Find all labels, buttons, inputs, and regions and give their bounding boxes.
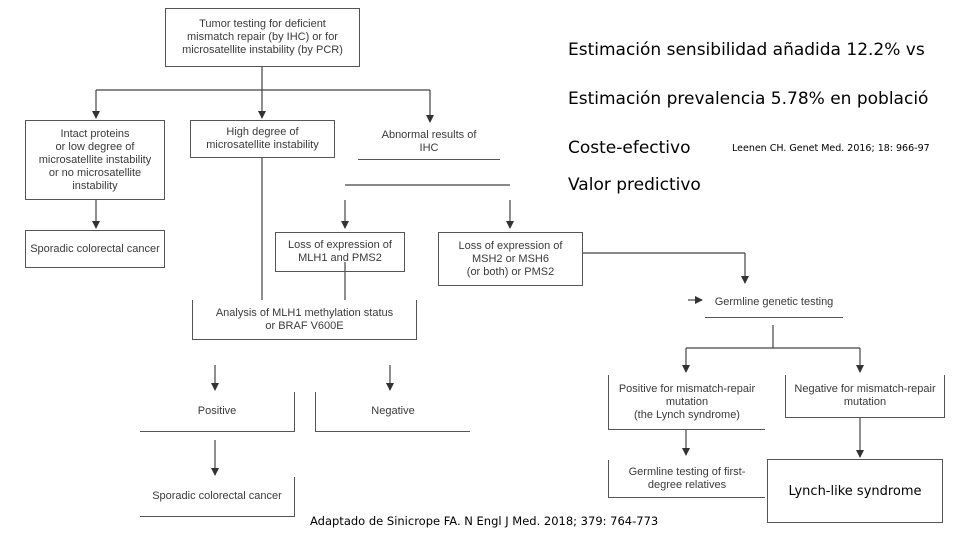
loss-msh-box [438, 232, 583, 286]
note-adaptado: Adaptado de Sinicrope FA. N Engl J Med. 2018; 379: 764-773 [310, 514, 659, 528]
abnormal-ihc-label: Abnormal results of IHC [381, 128, 477, 154]
sporadic-bottom-box [140, 477, 295, 517]
note-valor: Valor predictivo [568, 175, 701, 195]
sporadic-top-label: Sporadic colorectal cancer [30, 242, 160, 255]
intact-proteins-box [25, 120, 165, 200]
analysis-mlh1-label: Analysis of MLH1 methylation status or BRAF V600E [215, 306, 394, 332]
note-sensibilidad: Estimación sensibilidad añadida 12.2% vs [568, 40, 925, 60]
high-degree-label: High degree of microsatellite instability [206, 126, 319, 151]
tumor-testing-label: Tumor testing for deficient mismatch repair (by IHC) or for microsatellite instability (by PCR) [182, 18, 343, 56]
high-degree-box [190, 120, 335, 158]
germline-relatives-label: Germline testing of first- degree relatives [628, 465, 746, 491]
germline-genetic-box [705, 288, 843, 318]
loss-mlh1-label: Loss of expression of MLH1 and PMS2 [288, 239, 392, 264]
note-coste: Coste-efectivo [568, 138, 691, 158]
analysis-mlh1-box [192, 300, 417, 340]
negative-box [315, 392, 470, 432]
loss-mlh1-box [275, 232, 405, 272]
negative-label: Negative [371, 405, 415, 417]
positive-box [140, 392, 295, 432]
intact-proteins-label: Intact proteins or low degree of microsatellite instability or no microsatellite instability [38, 127, 152, 192]
note-prevalencia: Estimación prevalencia 5.78% en població [568, 89, 929, 109]
positive-label: Positive [197, 405, 237, 417]
positive-mmr-box [608, 375, 765, 430]
positive-mmr-label: Positive for mismatch-repair mutation (the Lynch syndrome) [618, 382, 756, 421]
germline-genetic-label: Germline genetic testing [714, 296, 834, 308]
tumor-testing-box [165, 8, 360, 67]
lynch-like-box [767, 459, 943, 523]
abnormal-ihc-box [358, 124, 500, 160]
sporadic-bottom-label: Sporadic colorectal cancer [152, 490, 282, 502]
negative-mmr-label: Negative for mismatch-repair mutation [794, 383, 936, 408]
loss-msh-label: Loss of expression of MSH2 or MSH6 (or both) or PMS2 [458, 239, 563, 278]
note-leenen: Leenen CH. Genet Med. 2016; 18: 966-97 [732, 143, 930, 154]
sporadic-top-box [25, 230, 165, 268]
germline-relatives-box [608, 460, 765, 498]
lynch-like-label: Lynch-like syndrome [788, 483, 922, 499]
negative-mmr-box [785, 375, 945, 418]
